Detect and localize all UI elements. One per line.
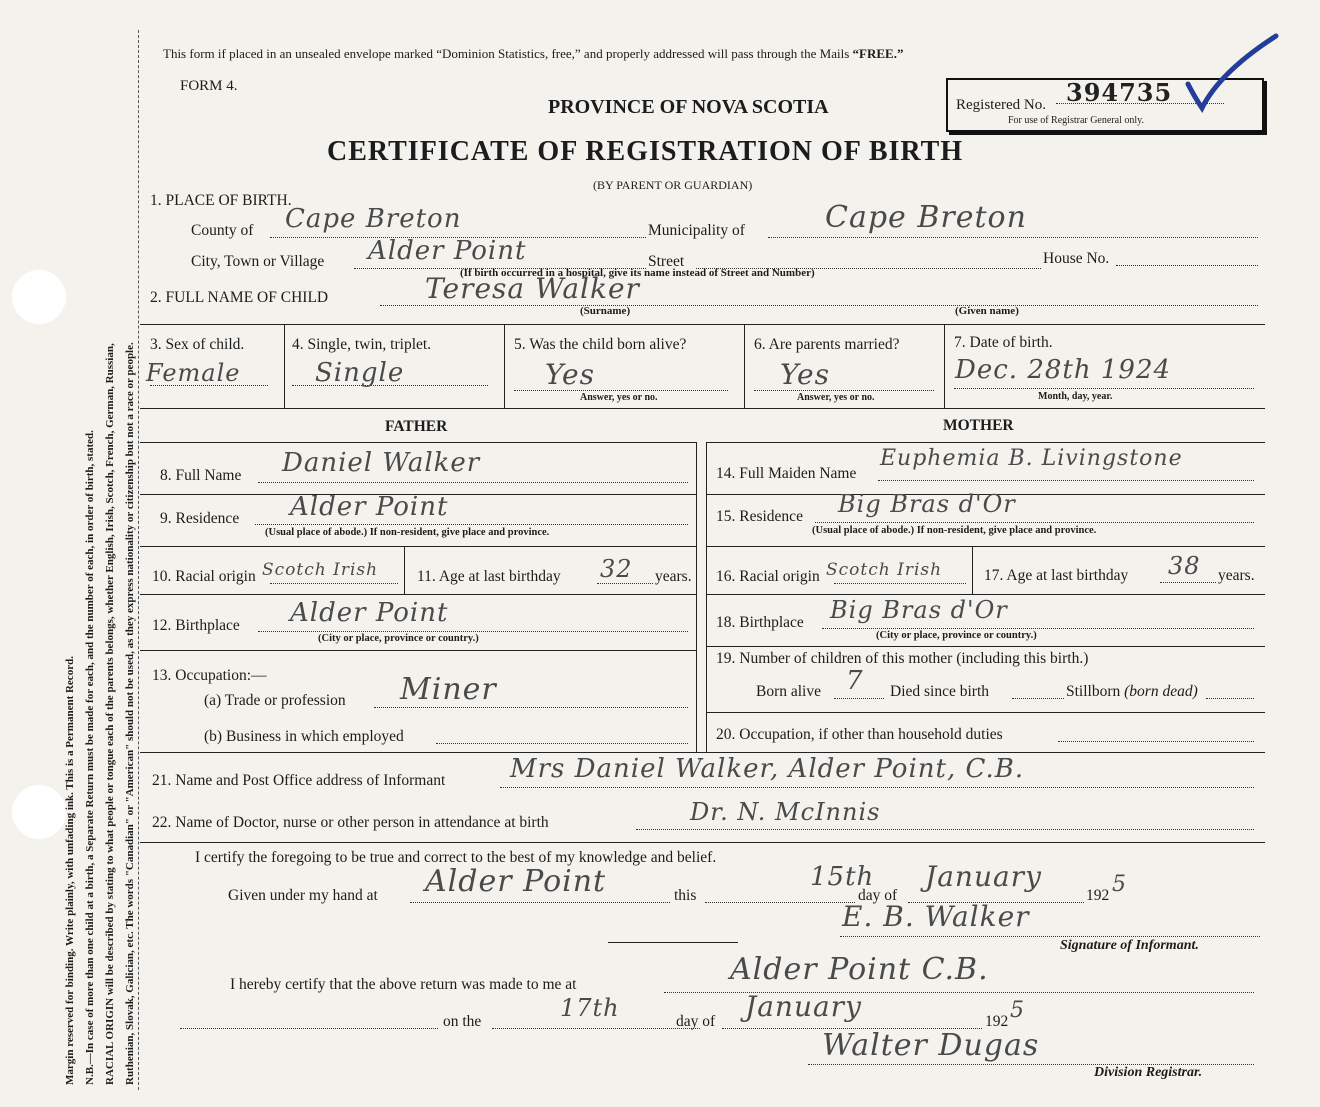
doctor-label: 22. Name of Doctor, nurse or other person in attendance at birth [152, 814, 549, 831]
day-of-label: day of [858, 887, 898, 904]
surname-note: (Surname) [580, 305, 631, 317]
children-count-label: 19. Number of children of this mother (including this birth.) [716, 650, 1089, 667]
plurality-label: 4. Single, twin, triplet. [292, 336, 432, 353]
plurality-value: Single [315, 358, 405, 388]
place-of-birth-heading: 1. PLACE OF BIRTH. [150, 192, 292, 209]
registration-year-suffix: 5 [1010, 998, 1025, 1023]
father-residence-label: 9. Residence [160, 510, 240, 527]
street-label: Street [648, 253, 685, 270]
mother-occupation-label: 20. Occupation, if other than household duties [716, 726, 1003, 743]
certificate-title: CERTIFICATE OF REGISTRATION OF BIRTH [327, 136, 964, 167]
municipality-label: Municipality of [648, 222, 745, 239]
margin-note-racial-origin-2: Ruthenian, Slovak, Galician, etc. The words "Canadian" or "American" should not be used, as they express nationality or citizenship but not a race or people. [124, 342, 136, 1085]
margin-note-nb: N.B.—In case of more than one child at a birth, a Separate Return must be made for each, and the number of each, in order of birth, stated. [84, 430, 96, 1085]
given-month-value: January [925, 860, 1042, 893]
born-alive-question-label: 5. Was the child born alive? [514, 336, 687, 353]
mother-residence-value: Big Bras d'Or [838, 490, 1016, 518]
stillborn-label: Stillborn (born dead) [1066, 683, 1198, 700]
registrar-note: For use of Registrar General only. [1008, 115, 1144, 126]
informant-signature: E. B. Walker [842, 900, 1030, 933]
mother-age-value: 38 [1168, 552, 1201, 580]
father-age-value: 32 [600, 555, 633, 583]
born-alive-answer-note: Answer, yes or no. [580, 392, 658, 403]
registered-label: Registered No. [956, 97, 1046, 113]
registrar-statement: I hereby certify that the above return was made to me at [230, 976, 577, 993]
father-birthplace-label: 12. Birthplace [152, 617, 240, 634]
mother-birthplace-label: 18. Birthplace [716, 614, 804, 631]
punch-hole-bottom [12, 785, 66, 839]
mother-birthplace-note: (City or place, province or country.) [876, 630, 1037, 641]
registrar-place-value: Alder Point C.B. [730, 952, 989, 987]
margin-note-binding: Margin reserved for binding. Write plainly, with unfading ink. This is a Permanent Record. [64, 656, 76, 1085]
informant-signature-label: Signature of Informant. [1060, 938, 1199, 953]
city-label: City, Town or Village [191, 253, 325, 270]
child-name-label: 2. FULL NAME OF CHILD [150, 289, 329, 306]
registrar-signature: Walter Dugas [822, 1028, 1040, 1063]
father-residence-value: Alder Point [290, 492, 449, 522]
mother-name-label: 14. Full Maiden Name [716, 465, 857, 482]
certify-statement: I certify the foregoing to be true and correct to the best of my knowledge and belief. [195, 849, 717, 866]
given-name-note: (Given name) [955, 305, 1019, 317]
died-since-birth-label: Died since birth [890, 683, 990, 700]
father-racial-origin-label: 10. Racial origin [152, 568, 256, 585]
informant-label: 21. Name and Post Office address of Informant [152, 772, 446, 789]
on-the-label: on the [443, 1013, 482, 1030]
given-under-hand-label: Given under my hand at [228, 887, 378, 904]
given-place-value: Alder Point [425, 864, 607, 899]
parents-married-value: Yes [780, 358, 830, 391]
sex-value: Female [146, 359, 241, 387]
binding-margin-line [138, 30, 139, 1090]
father-racial-origin-value: Scotch Irish [262, 560, 379, 580]
parents-married-label: 6. Are parents married? [754, 336, 900, 353]
mother-years-label: years. [1218, 567, 1255, 584]
registered-number: 394735 [1066, 78, 1173, 107]
father-occupation-label: 13. Occupation:— [152, 667, 267, 684]
father-name-value: Daniel Walker [282, 448, 481, 478]
born-alive-value: Yes [545, 358, 595, 391]
registration-month-value: January [745, 990, 862, 1023]
parents-married-answer-note: Answer, yes or no. [797, 392, 875, 403]
certificate-subtitle: (BY PARENT OR GUARDIAN) [593, 178, 753, 192]
doctor-value: Dr. N. McInnis [690, 798, 881, 826]
business-label: (b) Business in which employed [204, 728, 404, 745]
mail-notice: This form if placed in an unsealed envelope marked “Dominion Statistics, free,” and properly addressed will pass through the Mails “FREE.” [163, 46, 904, 61]
registration-day-of-label: day of [676, 1013, 716, 1030]
county-value: Cape Breton [285, 204, 462, 234]
date-of-birth-note: Month, day, year. [1038, 391, 1113, 402]
registration-day-value: 17th [560, 994, 620, 1022]
father-name-label: 8. Full Name [160, 467, 242, 484]
province-heading: PROVINCE OF NOVA SCOTIA [548, 96, 829, 118]
division-registrar-label: Division Registrar. [1094, 1065, 1203, 1080]
mother-heading: MOTHER [943, 417, 1014, 434]
margin-note-racial-origin: RACIAL ORIGIN will be described by stating to what people or tongue each of the parents belongs, whether English, Irish, Scotch, French, German, Russian, [104, 343, 116, 1085]
given-year-prefix: 192 [1086, 887, 1110, 904]
hospital-note: (If birth occurred in a hospital, give its name instead of Street and Number) [460, 267, 815, 279]
mother-name-value: Euphemia B. Livingstone [880, 446, 1183, 471]
mother-age-label: 17. Age at last birthday [984, 567, 1129, 584]
trade-value: Miner [400, 672, 497, 707]
date-of-birth-value: Dec. 28th 1924 [955, 355, 1172, 385]
check-mark-icon [1180, 22, 1280, 117]
informant-value: Mrs Daniel Walker, Alder Point, C.B. [510, 754, 1025, 784]
trade-label: (a) Trade or profession [204, 692, 346, 709]
father-heading: FATHER [385, 418, 448, 435]
father-birthplace-note: (City or place, province or country.) [318, 633, 479, 644]
mother-residence-label: 15. Residence [716, 508, 803, 525]
mother-residence-note: (Usual place of abode.) If non-resident, give place and province. [812, 525, 1097, 536]
city-value: Alder Point [368, 236, 527, 266]
form-number: FORM 4. [180, 78, 238, 94]
mother-racial-origin-label: 16. Racial origin [716, 568, 820, 585]
father-birthplace-value: Alder Point [290, 598, 449, 628]
county-label: County of [191, 222, 254, 239]
given-year-suffix: 5 [1112, 872, 1127, 897]
given-day-value: 15th [810, 862, 875, 892]
father-residence-note: (Usual place of abode.) If non-resident, give place and province. [265, 527, 550, 538]
house-number-label: House No. [1043, 250, 1110, 267]
father-age-label: 11. Age at last birthday [417, 568, 561, 585]
registration-year-prefix: 192 [985, 1013, 1009, 1030]
municipality-value: Cape Breton [825, 200, 1027, 235]
punch-hole-top [12, 270, 66, 324]
father-years-label: years. [655, 568, 692, 585]
mother-born-alive-label: Born alive [756, 683, 821, 700]
this-label: this [674, 887, 697, 904]
child-name-value: Teresa Walker [425, 272, 640, 305]
date-of-birth-label: 7. Date of birth. [954, 334, 1053, 351]
mother-racial-origin-value: Scotch Irish [826, 560, 943, 580]
mother-born-alive-value: 7 [846, 666, 864, 696]
mother-birthplace-value: Big Bras d'Or [830, 596, 1008, 624]
sex-label: 3. Sex of child. [150, 336, 245, 353]
